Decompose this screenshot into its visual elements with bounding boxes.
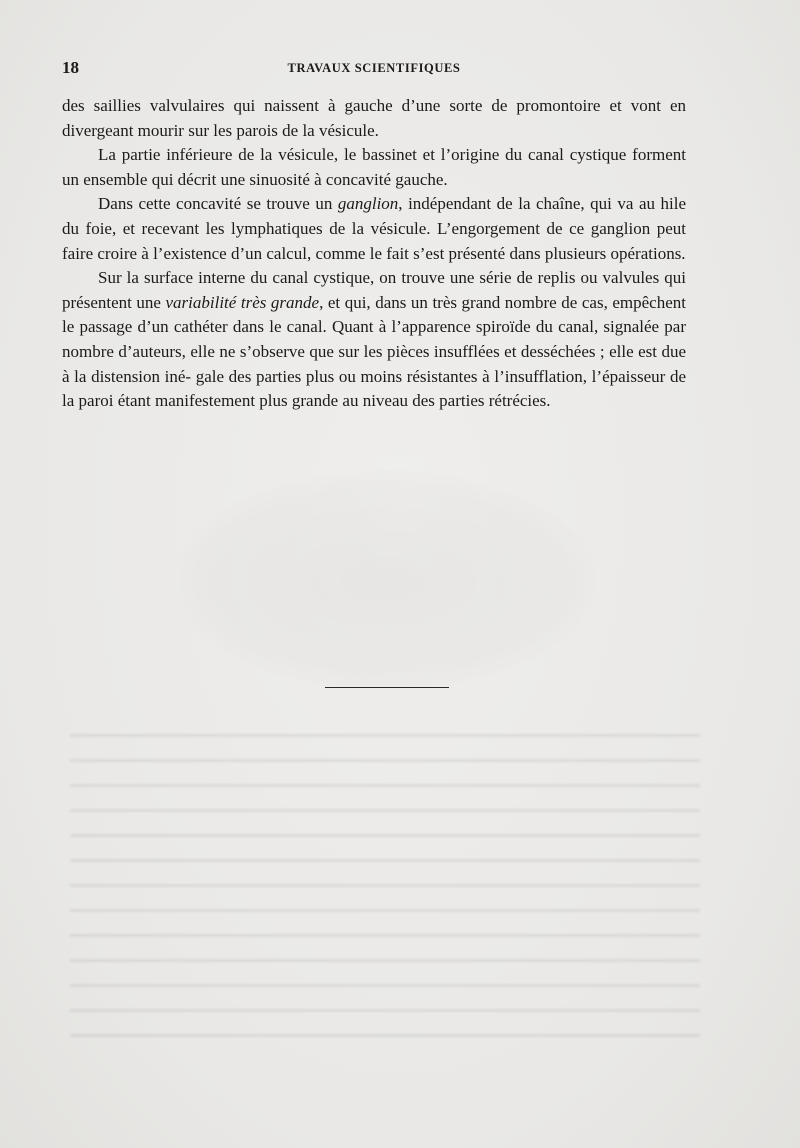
paragraph [62,266,686,414]
page-header [62,58,686,80]
section-end-rule [325,687,449,688]
text-segment: , et qui, dans un très grand nombre de cas, empêchent le passage d’un cathéter dans le canal. Quant à l’apparence spiroïde du canal, signalée par nombre d’auteurs, elle ne s’observe que sur les pièces insufflées et desséchées ; elle est due à la distension iné- gale des parties plus ou moins résistantes à l’insufflation, l’épaisseur de la paroi étant manifestement plus grande au niveau des parties rétrécies. [62,292,687,411]
paragraph [62,192,686,266]
show-through-figure [175,470,595,690]
paragraph [62,94,686,143]
show-through-text [70,720,700,1050]
body-text [62,94,686,414]
text-segment: des saillies valvulaires qui naissent à gauche d’une sorte de promontoire et vont en divergeant mourir sur les parois de la vésicule. [62,96,686,140]
italic-term: ganglion [337,194,399,214]
text-segment: La partie inférieure de la vésicule, le bassinet et l’origine du canal cystique forment un ensemble qui décrit une sinuosité à concavité gauche. [62,145,686,189]
page-number: 18 [62,58,79,77]
running-head: TRAVAUX SCIENTIFIQUES [287,61,461,75]
text-segment: Sur la surface interne du canal cystique, on trouve une série de replis ou valvules qui présentent une [62,268,686,312]
paragraph [62,143,686,192]
text-segment: , indépendant de la chaîne, qui va au hile du foie, et recevant les lymphatiques de la vésicule. L’engorgement de ce ganglion peut faire croire à l’existence d’un calcul, comme le fait s’est présenté dans plusieurs opérations. [62,194,686,263]
italic-term: variabilité très grande [165,292,320,312]
text-segment: Dans cette concavité se trouve un [98,194,338,214]
